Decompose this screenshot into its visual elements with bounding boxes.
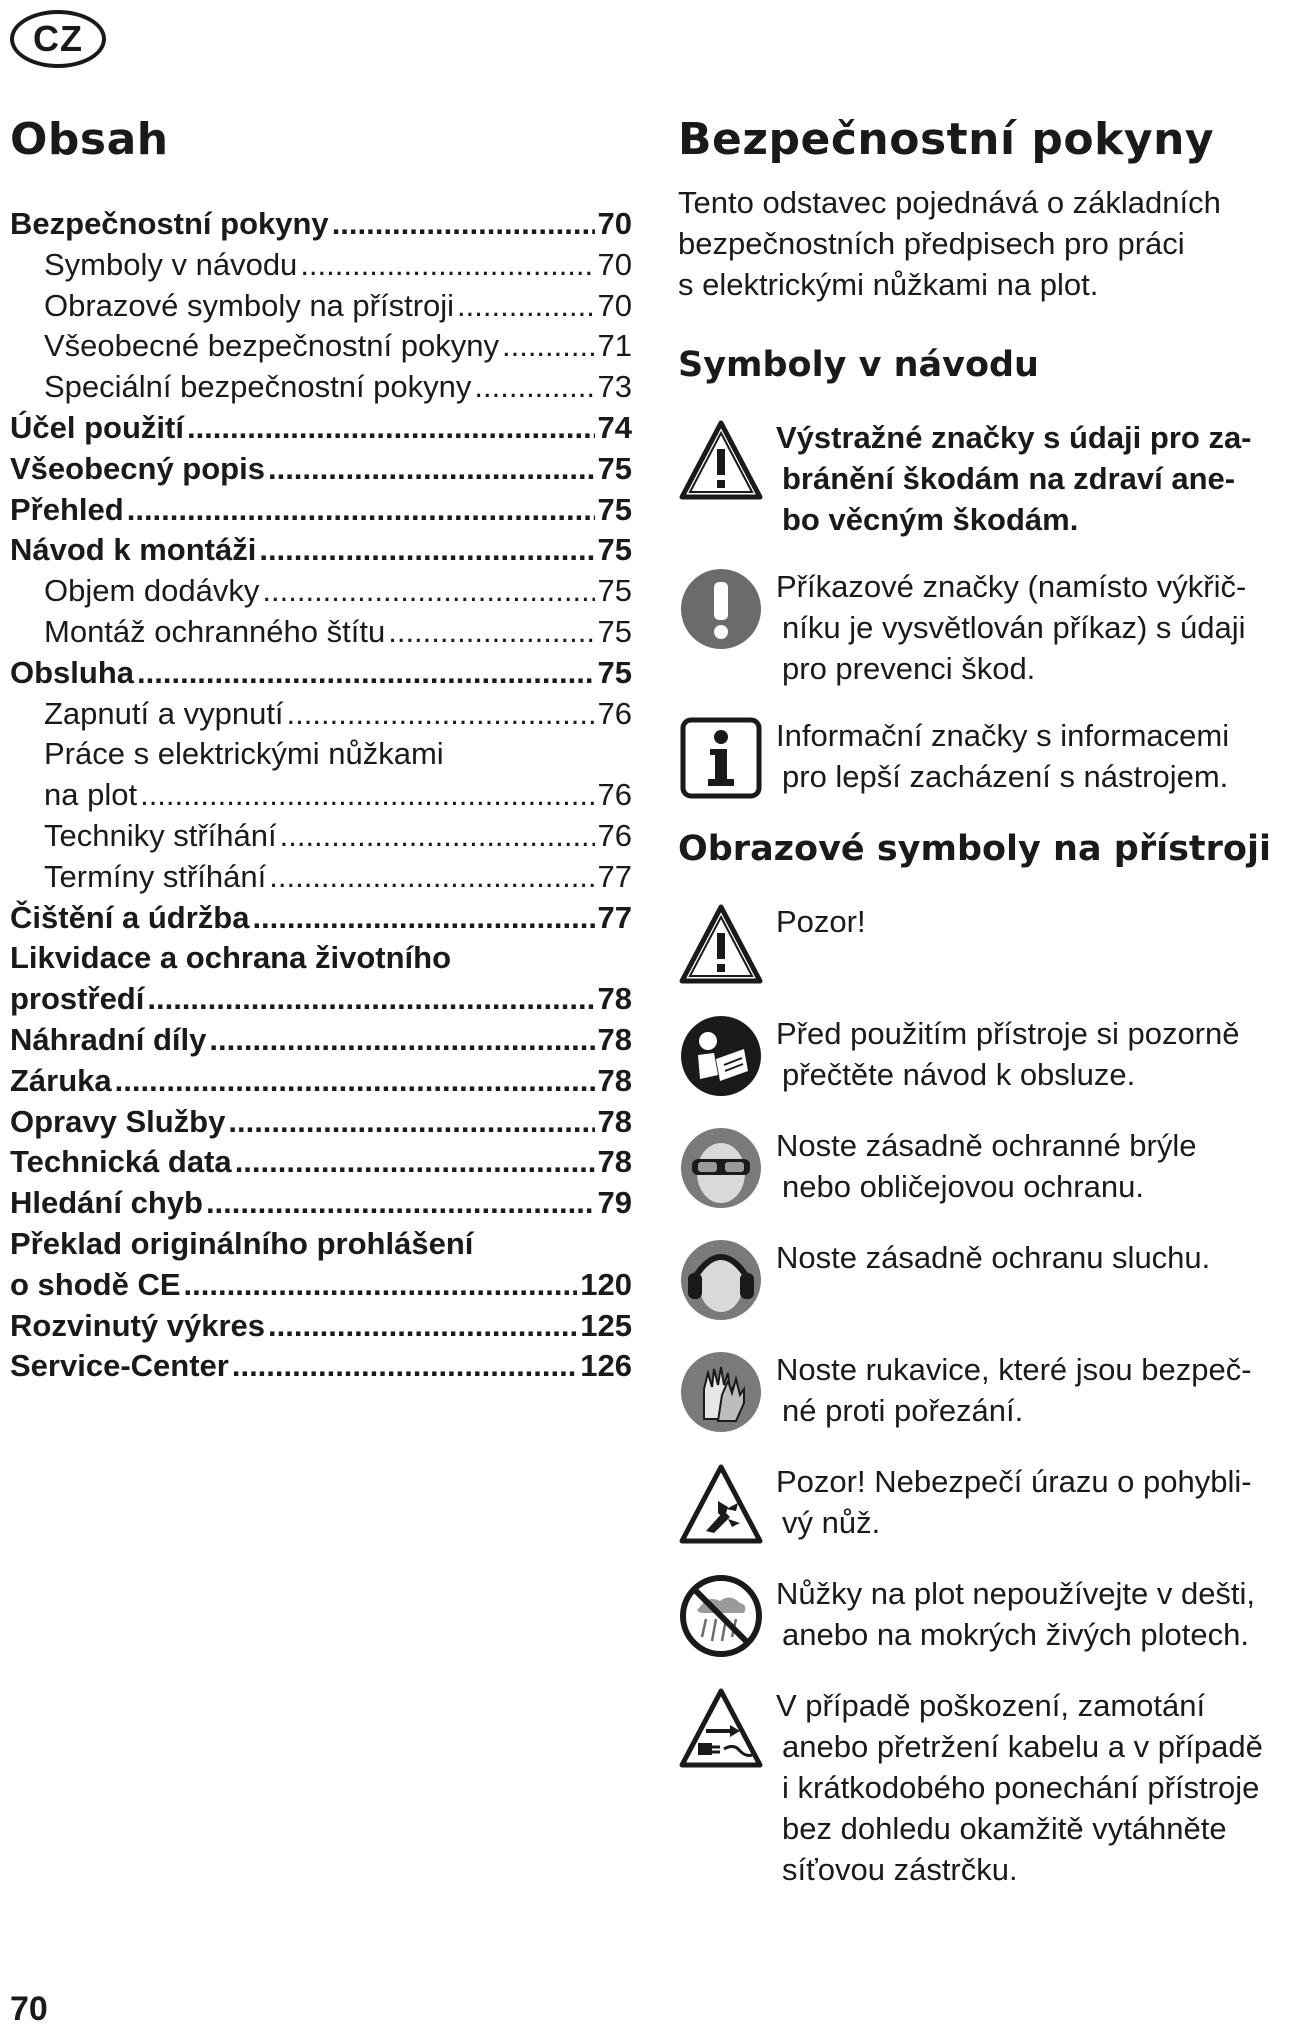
toc-leader-dots [457,286,594,327]
warning-triangle-icon [678,417,764,503]
symbol-description-line: anebo přetržení kabelu a v případě [782,1729,1263,1764]
toc-entry [10,1020,632,1061]
toc-leader-dots [252,898,594,939]
toc-leader-dots [262,571,594,612]
symbol-row [678,1461,1296,1547]
toc-entry [10,326,632,367]
manual-symbols-title: Symboly v návodu [678,345,1039,385]
symbol-description-line: síťovou zástrčku. [782,1852,1018,1887]
symbol-description-line: přečtěte návod k obsluze. [782,1057,1136,1092]
symbol-row [678,417,1296,540]
toc-entry-page: 76 [597,817,632,853]
symbol-description [776,566,1246,689]
no-rain-icon [678,1573,764,1659]
gloves-icon [678,1349,764,1435]
symbol-description-line: Noste zásadně ochranu sluchu. [776,1240,1211,1275]
toc-entry-title: Všeobecný popis [10,450,265,486]
symbol-row [678,715,1296,801]
device-symbols-list [678,901,1296,1890]
symbol-description-line: Pozor! [776,904,866,939]
toc-entry [10,694,632,735]
toc-entry [10,1183,632,1224]
toc-entry-page: 75 [597,491,632,527]
toc-entry-page: 77 [597,899,632,935]
toc-entry-title: Práce s elektrickými nůžkami [44,736,444,772]
ear-protection-icon [678,1237,764,1323]
toc-leader-dots [187,408,595,449]
toc-entry [10,938,632,979]
safety-title: Bezpečnostní pokyny [678,114,1215,165]
toc-entry [10,898,632,939]
symbol-description-line: anebo na mokrých živých plotech. [782,1617,1249,1652]
warning-triangle-icon [678,901,764,987]
toc-leader-dots [268,1306,577,1347]
symbol-description-line: Pozor! Nebezpečí úrazu o pohybli- [776,1464,1252,1499]
unplug-icon [678,1685,764,1771]
symbol-row [678,1125,1296,1211]
toc-entry [10,1265,632,1306]
toc-leader-dots [280,816,595,857]
toc-entry-page: 74 [597,409,632,445]
toc-entry [10,490,632,531]
symbol-description [776,1125,1196,1207]
symbol-description-line: Informační značky s informacemi [776,718,1230,753]
read-manual-icon [678,1013,764,1099]
toc-leader-dots [268,449,595,490]
toc-entry-title: Přehled [10,491,124,527]
toc-entry [10,653,632,694]
toc-entry-title: Technická data [10,1144,232,1180]
toc-leader-dots [388,612,594,653]
symbol-description-line: vý nůž. [782,1505,881,1540]
toc-entry-title: Likvidace a ochrana životního [10,940,452,976]
toc-entry-page: 78 [597,1062,632,1098]
toc-leader-dots [235,1142,595,1183]
symbol-description [776,1013,1240,1095]
toc-entry [10,857,632,898]
toc-entry [10,367,632,408]
toc-entry [10,571,632,612]
symbol-description [776,715,1229,797]
toc-leader-dots [140,775,594,816]
info-icon [678,715,764,801]
intro-line: s elektrickými nůžkami na plot. [678,267,1099,302]
toc-entry-page: 75 [597,532,632,568]
toc-entry [10,612,632,653]
toc-entry-page: 75 [597,613,632,649]
toc-entry-page: 75 [597,450,632,486]
intro-line: bezpečnostních předpisech pro práci [678,226,1185,261]
toc-entry-page: 75 [597,573,632,609]
toc-leader-dots [209,1020,594,1061]
toc-leader-dots [184,1265,578,1306]
toc-entry-title: Techniky stříhání [44,817,277,853]
symbol-row [678,1237,1296,1323]
symbol-description [776,417,1252,540]
toc-entry [10,204,632,245]
toc-entry-title: Rozvinutý výkres [10,1307,265,1343]
toc-entry-page: 120 [580,1266,632,1302]
toc-entry-title: Bezpečnostní pokyny [10,206,329,241]
toc-leader-dots [269,857,594,898]
toc-entry-title: Obsluha [10,654,135,690]
toc-entry-title: o shodě CE [10,1266,181,1302]
symbol-description [776,901,866,942]
toc-leader-dots [127,490,595,531]
moving-blade-icon [678,1461,764,1547]
toc-entry-title: prostředí [10,981,145,1017]
symbol-row [678,566,1296,689]
toc-entry-title: Záruka [10,1062,112,1098]
symbol-description [776,1573,1255,1655]
symbol-description-line: Noste zásadně ochranné brýle [776,1128,1197,1163]
toc-entry-page: 78 [597,1103,632,1139]
toc-entry [10,530,632,571]
toc-leader-dots [474,367,594,408]
toc-leader-dots [137,653,595,694]
safety-glasses-icon [678,1125,764,1211]
symbol-row [678,1013,1296,1099]
language-badge [10,10,106,68]
toc-entry [10,286,632,327]
toc-list [10,204,632,1387]
toc-title: Obsah [10,114,169,165]
toc-leader-dots [115,1061,595,1102]
symbol-description-line: Výstražné značky s údaji pro za- [776,420,1252,455]
symbol-description [776,1349,1252,1431]
symbol-description [776,1461,1252,1543]
intro-line: Tento odstavec pojednává o základních [678,185,1221,220]
toc-entry-page: 70 [597,287,632,323]
toc-entry-page: 77 [597,858,632,894]
toc-entry-page: 73 [597,369,632,405]
toc-entry [10,734,632,775]
symbol-description-line: níku je vysvětlován příkaz) s údaji [782,610,1246,645]
toc-entry-title: Montáž ochranného štítu [44,613,386,649]
toc-entry-title: Účel použití [10,409,184,445]
toc-entry [10,775,632,816]
toc-entry-title: Symboly v návodu [44,246,298,282]
toc-leader-dots [502,326,595,367]
safety-intro [678,182,1296,305]
toc-entry-title: Zapnutí a vypnutí [44,695,284,731]
toc-entry [10,1142,632,1183]
toc-entry [10,979,632,1020]
toc-entry-title: Opravy Služby [10,1103,226,1139]
toc-entry [10,1306,632,1347]
toc-entry-title: Service-Center [10,1348,229,1384]
toc-leader-dots [332,204,595,245]
manual-symbols-list [678,417,1296,801]
toc-entry [10,408,632,449]
symbol-description-line: Před použitím přístroje si pozorně [776,1016,1240,1051]
symbol-description-line: pro prevenci škod. [782,651,1036,686]
toc-entry-title: Termíny stříhání [44,858,267,894]
toc-entry-page: 78 [597,1144,632,1180]
toc-leader-dots [287,694,595,735]
toc-entry-title: Všeobecné bezpečnostní pokyny [44,328,499,364]
toc-entry-page: 71 [597,328,632,364]
toc-entry-title: Objem dodávky [44,573,260,609]
toc-entry-page: 126 [580,1348,632,1384]
toc-entry [10,1102,632,1143]
table-of-contents [10,112,632,1387]
symbol-description-line: i krátkodobého ponechání přístroje [782,1770,1260,1805]
toc-leader-dots [232,1346,577,1387]
page-number: 70 [10,1990,48,2028]
toc-entry-title: Obrazové symboly na přístroji [44,287,455,323]
symbol-description-line: Nůžky na plot nepoužívejte v dešti, [776,1576,1256,1611]
toc-leader-dots [147,979,594,1020]
symbol-description-line: Příkazové značky (namísto výkřič- [776,569,1247,604]
toc-entry-title: Hledání chyb [10,1185,203,1221]
device-symbols-title: Obrazové symboly na přístroji [678,829,1271,869]
symbol-description [776,1685,1263,1890]
toc-entry [10,245,632,286]
symbol-description-line: pro lepší zacházení s nástrojem. [782,759,1229,794]
toc-entry-page: 70 [597,206,632,241]
toc-entry-page: 79 [597,1185,632,1221]
toc-entry-page: 125 [580,1307,632,1343]
toc-leader-dots [206,1183,595,1224]
symbol-description-line: Noste rukavice, které jsou bezpeč- [776,1352,1252,1387]
symbol-description-line: bez dohledu okamžitě vytáhněte [782,1811,1227,1846]
toc-leader-dots [300,245,594,286]
toc-leader-dots [259,530,594,571]
symbol-description-line: né proti pořezání. [782,1393,1024,1428]
symbol-row [678,1685,1296,1890]
toc-entry-title: Čištění a údržba [10,899,250,935]
toc-entry [10,816,632,857]
symbol-row [678,1349,1296,1435]
language-code: CZ [33,18,83,59]
toc-entry [10,449,632,490]
toc-entry-title: Náhradní díly [10,1021,207,1057]
toc-entry-page: 75 [597,654,632,690]
toc-entry-page: 78 [597,1021,632,1057]
safety-section [678,112,1296,1916]
toc-entry-page: 76 [597,777,632,813]
toc-entry [10,1346,632,1387]
symbol-description-line: bránění škodám na zdraví ane- [782,461,1236,496]
toc-entry-page: 76 [597,695,632,731]
toc-entry [10,1061,632,1102]
toc-entry-title: na plot [44,777,138,813]
toc-entry-title: Překlad originálního prohlášení [10,1225,474,1261]
symbol-row [678,1573,1296,1659]
exclamation-icon [678,566,764,652]
symbol-row [678,901,1296,987]
toc-entry-title: Speciální bezpečnostní pokyny [44,369,472,405]
symbol-description-line: bo věcným škodám. [782,502,1079,537]
symbol-description-line: nebo obličejovou ochranu. [782,1169,1144,1204]
toc-entry-page: 78 [597,981,632,1017]
toc-leader-dots [228,1102,594,1143]
toc-entry-page: 70 [597,246,632,282]
toc-entry [10,1224,632,1265]
symbol-description-line: V případě poškození, zamotání [776,1688,1206,1723]
toc-entry-title: Návod k montáži [10,532,257,568]
symbol-description [776,1237,1210,1278]
